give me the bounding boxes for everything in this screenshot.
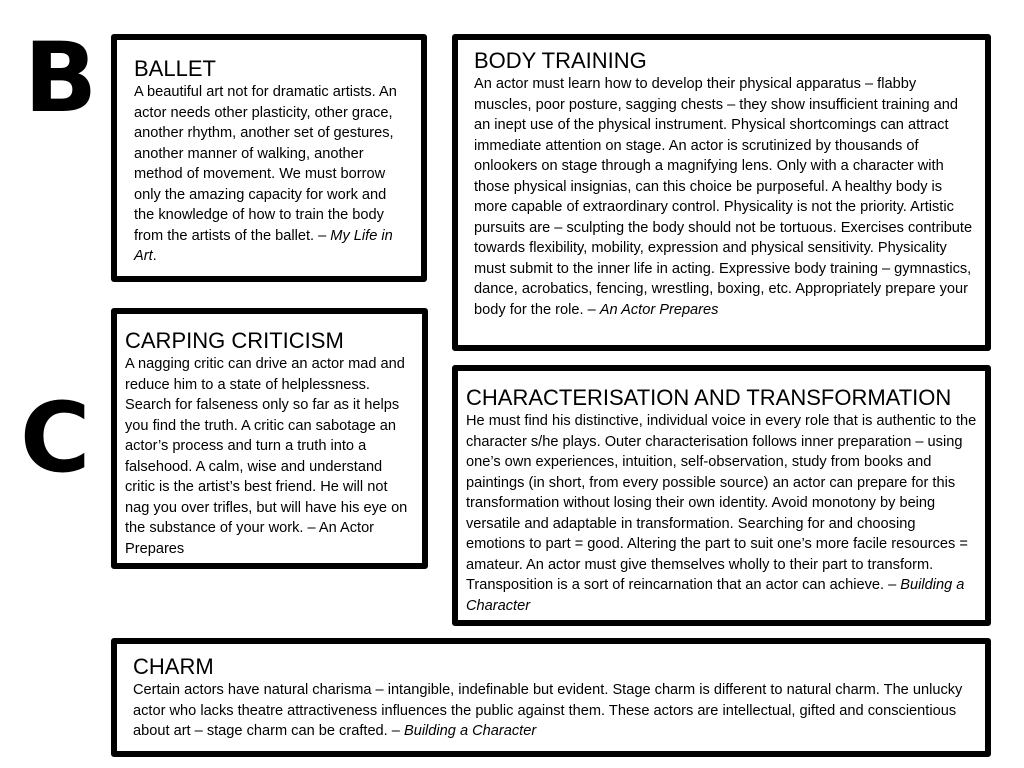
- characterisation-body: He must find his distinctive, individual voice in every role that is authentic to the character s/he plays. Outer characterisation follows inner preparation – using one’s own experiences, intuition, self-observation, study from books and paintings (in short, from every possible source) an actor can prepare for this transformation without losing their own identity. Avoid monotony by being versatile and adaptable in transformation. Searching for and choosing emotions to part = good. Altering the part to suit one’s more facile resources = amateur. An actor must give themselves wholly to their part to transform. Transposition is a sort of reincarnation that an actor can achieve. – Building a Character: [466, 413, 977, 614]
- carping-criticism-body: A nagging critic can drive an actor mad and reduce him to a state of helplessness. Search for falseness only so far as it helps you find the truth. A critic can sabotage an actor’s process and turn a truth into a falsehood. A calm, wise and understand critic is the artist’s best friend. He will not nag you over trifles, but will have his eye on the substance of your work. – An Actor Prepares: [125, 356, 408, 557]
- body-training-source: An Actor Prepares: [599, 301, 719, 318]
- characterisation-card: [452, 365, 991, 626]
- characterisation-title: CHARACTERISATION AND TRANSFORMATION: [466, 385, 952, 410]
- ballet-card: [111, 34, 427, 282]
- section-letter-c: C: [20, 382, 91, 494]
- ballet-source: My Life in Art: [134, 227, 393, 264]
- body-training-body: An actor must learn how to develop their physical apparatus – flabby muscles, poor posture, sagging chests – they show insufficient training and an inept use of the physical instrument. Physical shortcomings can attract immediate attention on stage. An actor is scrutinized by thousands of onlookers on stage through a magnifying lens. Only with a character with those physical insignias, can this choice be purposeful. A healthy body is more capable of extraordinary control. Physicality is not the priority. Artistic pursuits are – sculpting the body should not be tortuous. Exercises contribute towards flexibility, mobility, expression and physical sensitivity. Physicality must submit to the inner life in acting. Expressive body training – gymnastics, dance, acrobatics, fencing, wrestling, boxing, etc. Appropriately prepare your body for the role. – An Actor Prepares: [474, 76, 973, 318]
- ballet-body: A beautiful art not for dramatic artists. An actor needs other plasticity, other grace, another rhythm, another set of gestures, another manner of walking, another method of movement. We must borrow only the amazing capacity for work and the knowledge of how to train the body from the artists of the ballet. – My Life in Art.: [134, 84, 397, 264]
- characterisation-source: Building a Character: [466, 577, 965, 614]
- charm-title: CHARM: [133, 654, 214, 679]
- ballet-title: BALLET: [134, 56, 216, 81]
- carping-criticism-card: [111, 308, 428, 569]
- carping-criticism-title: CARPING CRITICISM: [125, 328, 344, 353]
- charm-card: [111, 638, 991, 757]
- charm-source: Building a Character: [403, 723, 537, 739]
- charm-body: Certain actors have natural charisma – intangible, indefinable but evident. Stage charm is different to natural charm. The unlucky actor who lacks theatre attractiveness influences the public against them. These actors are intellectual, gifted and conscientious about art – stage charm can be crafted. – Building a Character: [133, 682, 963, 739]
- section-letter-b: B: [24, 22, 98, 134]
- body-training-title: BODY TRAINING: [474, 48, 647, 73]
- body-training-card: [452, 34, 991, 351]
